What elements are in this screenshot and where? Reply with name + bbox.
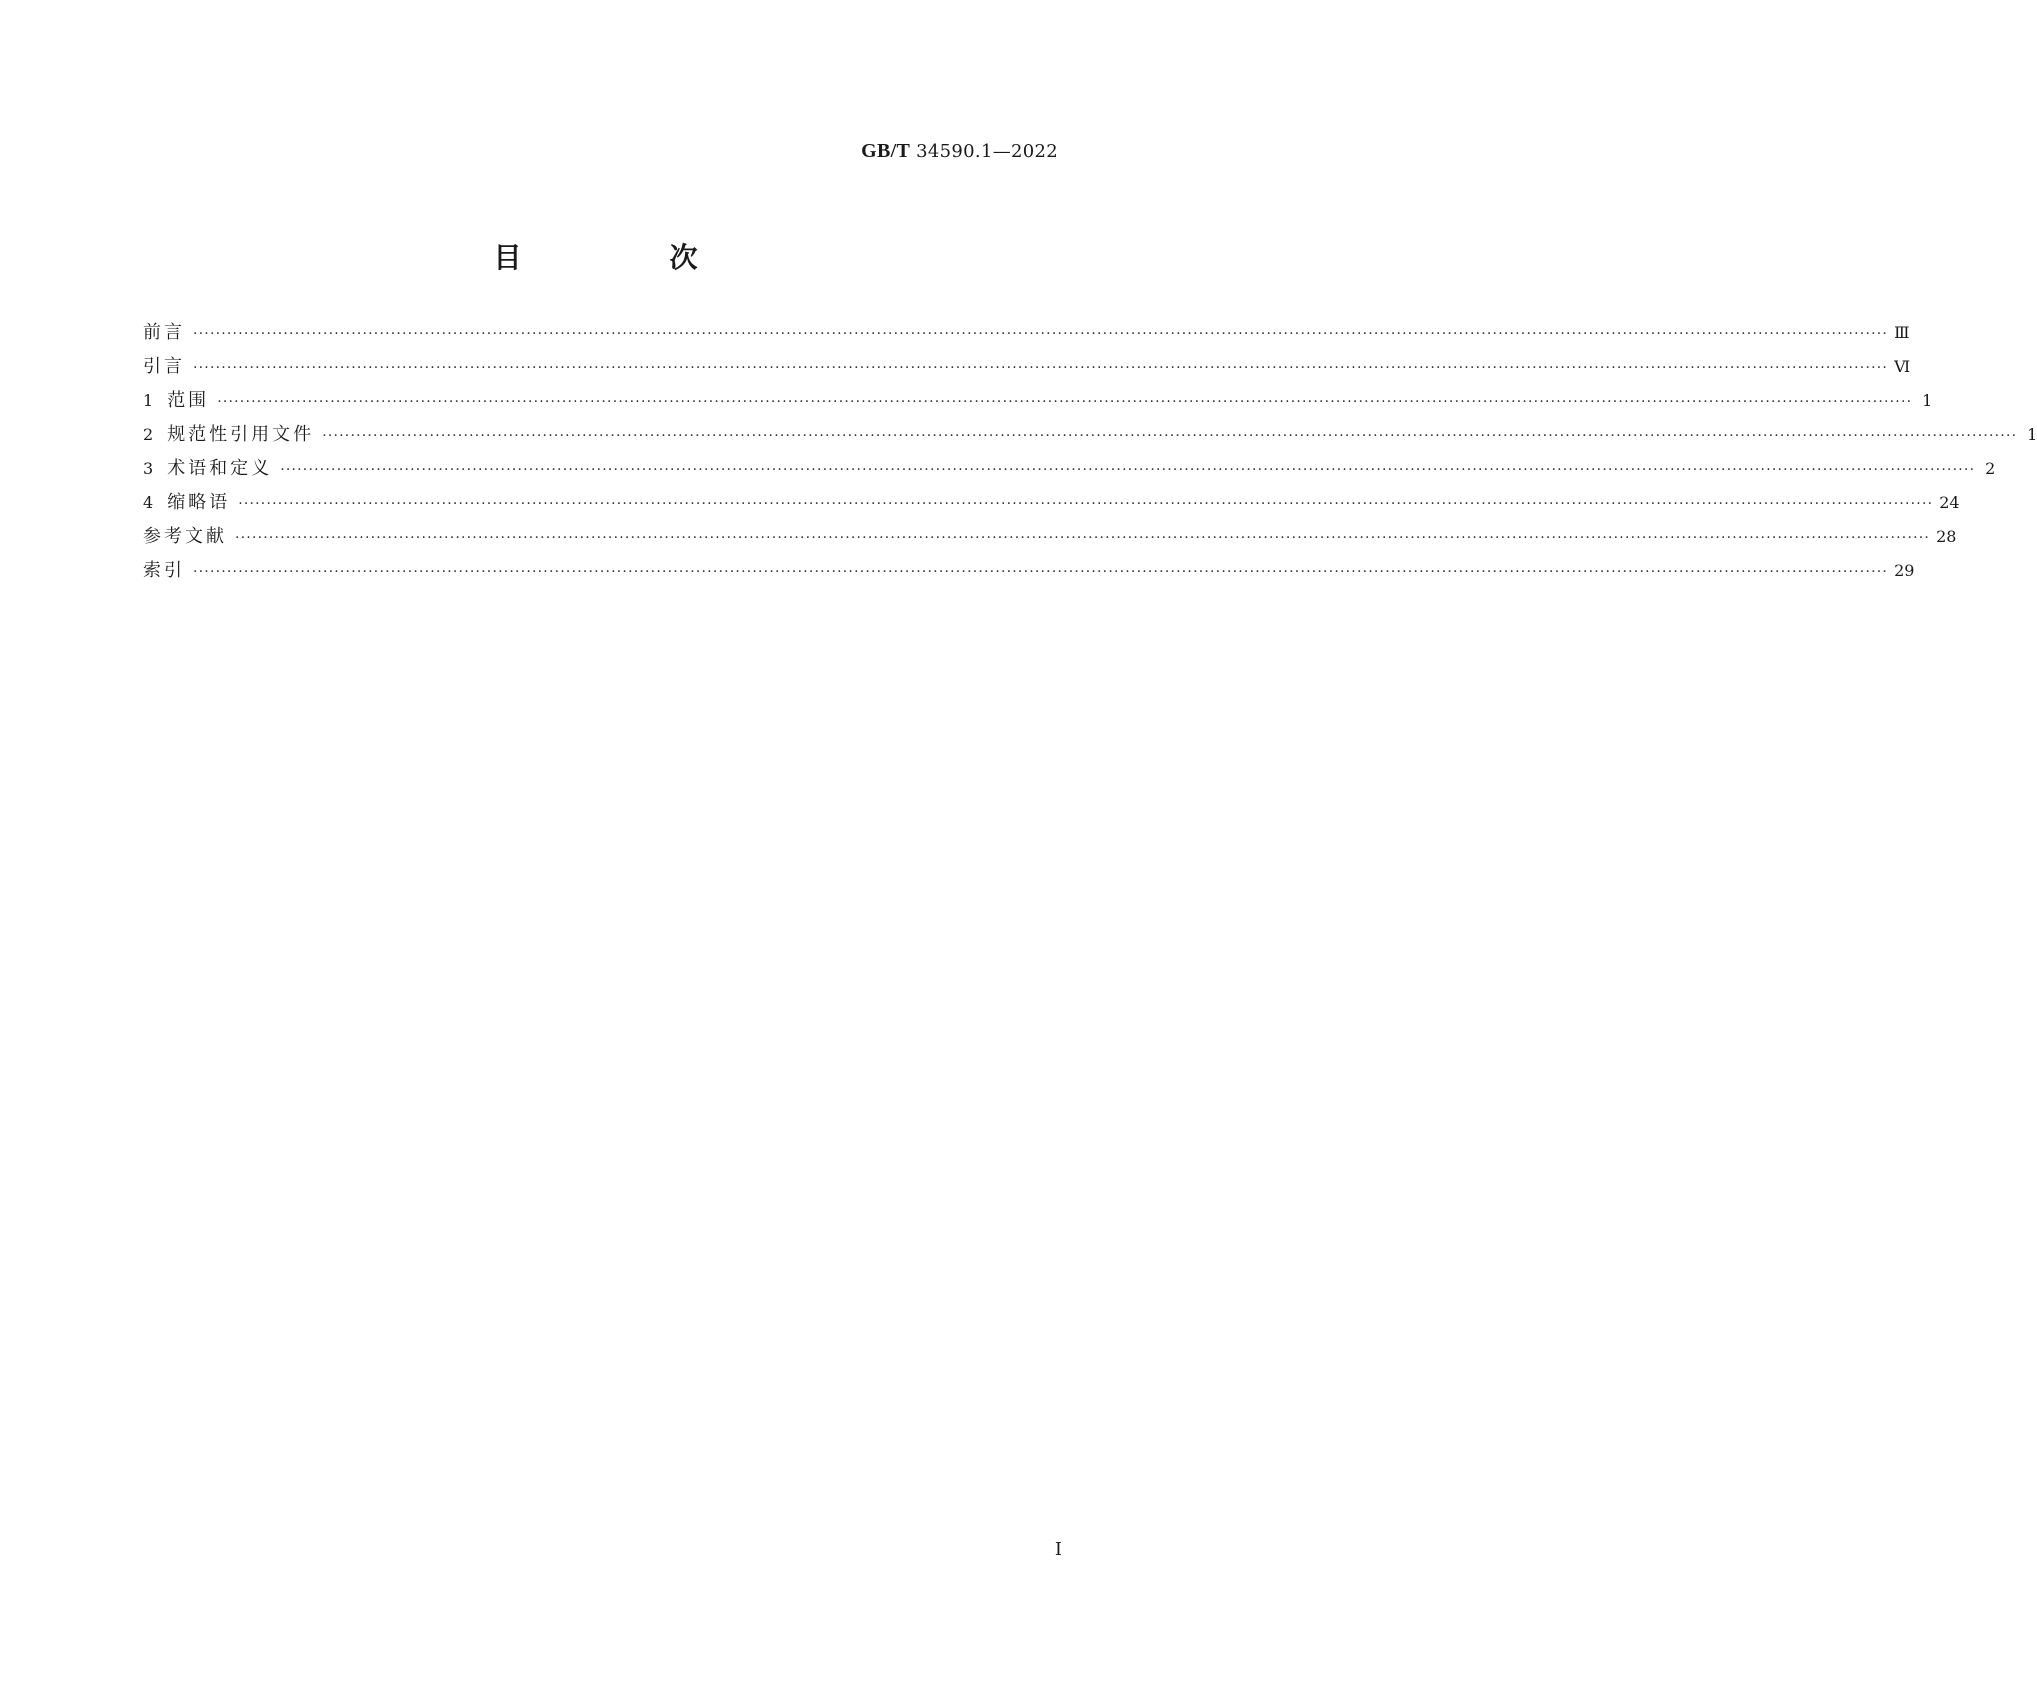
toc-entry-page: 1 — [1922, 391, 1933, 410]
toc-entry-label: 引言 — [143, 356, 185, 377]
toc-entry-index[interactable] — [143, 556, 1915, 590]
toc-entry-number: 3 — [143, 459, 154, 478]
toc-entry-page: 29 — [1894, 561, 1915, 580]
toc-entry-number: 1 — [143, 391, 154, 410]
toc-entry-page: 28 — [1936, 527, 1957, 546]
toc-entry-introduction[interactable] — [143, 352, 1911, 386]
toc-entry-page: Ⅲ — [1894, 323, 1910, 342]
toc-dot-leader: ············································································································································································································································································································ — [193, 564, 1889, 580]
toc-entry-terms-definitions[interactable] — [143, 454, 1996, 488]
standard-code-number: 34590.1—2022 — [916, 141, 1058, 162]
toc-entry-foreword[interactable] — [143, 318, 1910, 352]
table-of-contents — [143, 318, 2037, 590]
toc-entry-label: 规范性引用文件 — [167, 424, 315, 445]
toc-entry-label: 索引 — [143, 560, 185, 581]
toc-entry-normative-references[interactable] — [143, 420, 2037, 454]
toc-entry-page: Ⅵ — [1894, 357, 1911, 376]
toc-dot-leader: ············································································································································································································································································································ — [280, 462, 1976, 478]
toc-dot-leader: ············································································································································································································································································································ — [193, 326, 1889, 342]
toc-dot-leader: ············································································································································································································································································································ — [235, 530, 1931, 546]
toc-dot-leader: ············································································································································································································································································································ — [322, 428, 2018, 444]
page-title: 目 次 — [493, 241, 758, 274]
page-number: Ⅰ — [1054, 1539, 1062, 1559]
toc-dot-leader: ············································································································································································································································································································ — [238, 496, 1934, 512]
toc-entry-page: 1 — [2027, 425, 2037, 444]
toc-entry-label: 范围 — [167, 390, 210, 411]
toc-entry-label: 术语和定义 — [167, 458, 273, 479]
toc-entry-abbreviations[interactable] — [143, 488, 1960, 522]
toc-entry-page: 2 — [1985, 459, 1996, 478]
standard-code — [861, 140, 1058, 163]
standard-code-prefix: GB/T — [861, 140, 911, 162]
toc-entry-label: 缩略语 — [167, 492, 231, 513]
toc-entry-number: 2 — [143, 425, 154, 444]
toc-entry-number: 4 — [143, 493, 154, 512]
toc-entry-page: 24 — [1939, 493, 1960, 512]
toc-dot-leader: ············································································································································································································································································································ — [193, 360, 1889, 376]
toc-entry-label: 前言 — [143, 322, 185, 343]
toc-entry-label: 参考文献 — [143, 526, 227, 547]
toc-entry-bibliography[interactable] — [143, 522, 1957, 556]
toc-entry-scope[interactable] — [143, 386, 1933, 420]
toc-dot-leader: ············································································································································································································································································································ — [217, 394, 1913, 410]
